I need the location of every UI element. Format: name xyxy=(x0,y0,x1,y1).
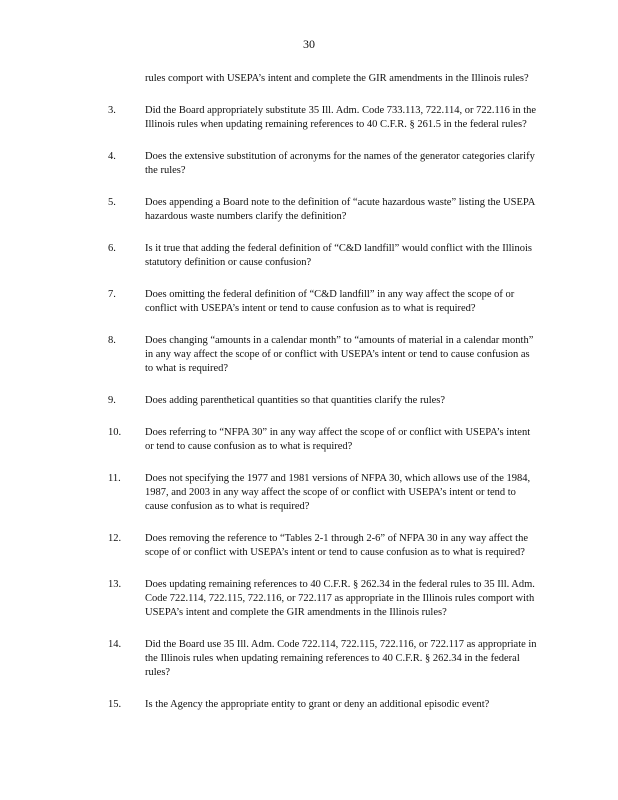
question-item xyxy=(108,288,540,316)
question-item xyxy=(108,426,540,454)
question-text: Does changing “amounts in a calendar month” to “amounts of material in a calendar month” in any way affect the scope of or conflict with USEPA’s intent or tend to cause confusion as to what is required? xyxy=(145,335,534,374)
question-text: Does omitting the federal definition of “C&D landfill” in any way affect the scope of or conflict with USEPA’s intent or tend to cause confusion as to what is required? xyxy=(145,289,515,314)
question-text: Does the extensive substitution of acronyms for the names of the generator categories clarify the rules? xyxy=(145,151,535,176)
question-number: 7. xyxy=(108,289,116,300)
question-text: Is the Agency the appropriate entity to grant or deny an additional episodic event? xyxy=(145,699,490,710)
question-number: 5. xyxy=(108,197,116,208)
question-text: Does not specifying the 1977 and 1981 versions of NFPA 30, which allows use of the 1984, 1987, and 2003 in any way affect the scope of or conflict with USEPA’s intent or tend to cause confusion as to what is required? xyxy=(145,473,531,512)
question-list xyxy=(108,72,540,730)
question-number: 12. xyxy=(108,533,122,544)
question-item xyxy=(108,472,540,514)
question-text: Does removing the reference to “Tables 2-1 through 2-6” of NFPA 30 in any way affect the scope of or conflict with USEPA’s intent or tend to cause confusion as to what is required? xyxy=(145,533,528,558)
question-text: Does adding parenthetical quantities so that quantities clarify the rules? xyxy=(145,395,446,406)
question-number: 14. xyxy=(108,639,122,650)
question-item xyxy=(108,698,540,712)
question-number: 6. xyxy=(108,243,116,254)
question-text: Is it true that adding the federal definition of “C&D landfill” would conflict with the Illinois statutory definition or cause confusion? xyxy=(145,243,532,268)
question-item xyxy=(108,394,540,408)
question-text: Does updating remaining references to 40 C.F.R. § 262.34 in the federal rules to 35 Ill. Adm. Code 722.114, 722.115, 722.116, or 722.117 as appropriate in the Illinois rules comport with USEPA’s intent and complete the GIR amendments in the Illinois rules? xyxy=(145,579,535,618)
question-text: Did the Board use 35 Ill. Adm. Code 722.114, 722.115, 722.116, or 722.117 as appropriate in the Illinois rules when updating remaining references to 40 C.F.R. § 262.34 in the federal rules? xyxy=(145,639,537,678)
question-item xyxy=(108,334,540,376)
page-number: 30 xyxy=(303,37,315,51)
question-number: 13. xyxy=(108,579,122,590)
question-number: 15. xyxy=(108,699,122,710)
question-text: Does referring to “NFPA 30” in any way affect the scope of or conflict with USEPA’s intent or tend to cause confusion as to what is required? xyxy=(145,427,531,452)
question-item xyxy=(108,150,540,178)
continued-question-text: rules comport with USEPA’s intent and complete the GIR amendments in the Illinois rules? xyxy=(145,73,529,84)
question-item xyxy=(108,638,540,680)
question-number: 3. xyxy=(108,105,116,116)
question-item xyxy=(108,104,540,132)
question-item xyxy=(108,242,540,270)
question-number: 8. xyxy=(108,335,116,346)
question-item xyxy=(108,532,540,560)
question-number: 4. xyxy=(108,151,116,162)
question-number: 9. xyxy=(108,395,116,406)
question-number: 11. xyxy=(108,473,121,484)
question-text: Does appending a Board note to the definition of “acute hazardous waste” listing the USEPA hazardous waste numbers clarify the definition? xyxy=(145,197,535,222)
question-number: 10. xyxy=(108,427,122,438)
question-text: Did the Board appropriately substitute 35 Ill. Adm. Code 733.113, 722.114, or 722.116 in the Illinois rules when updating remaining references to 40 C.F.R. § 261.5 in the federal rules? xyxy=(145,105,537,130)
question-item xyxy=(108,196,540,224)
question-item xyxy=(108,578,540,620)
